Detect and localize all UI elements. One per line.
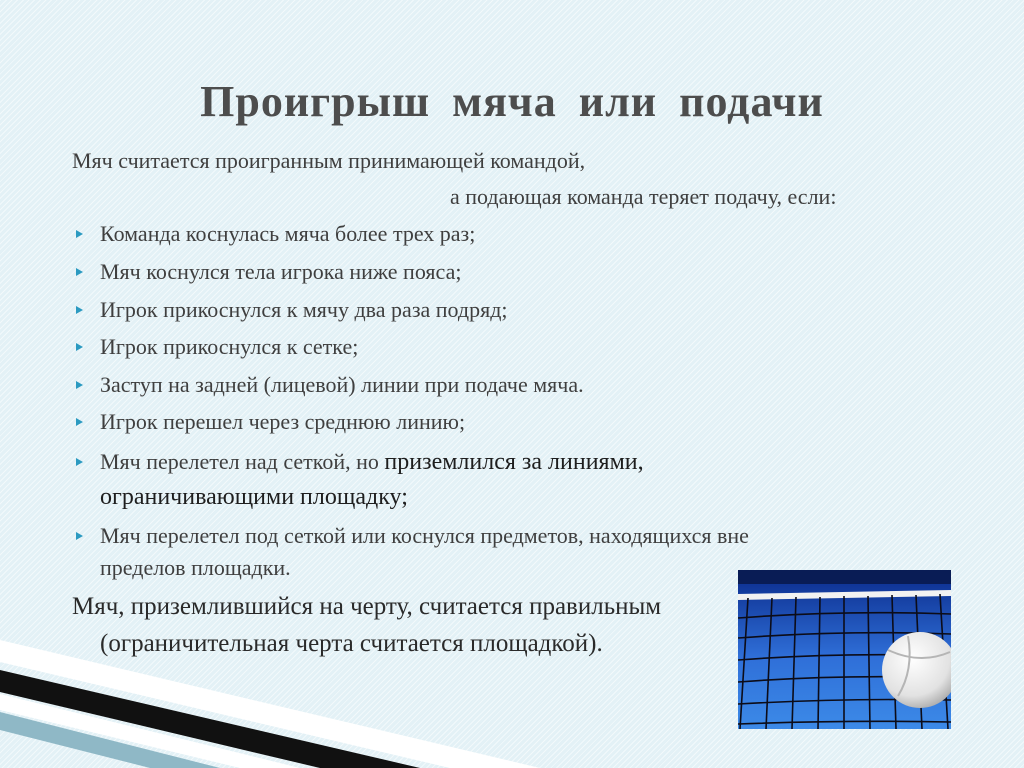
bullet-marker	[76, 230, 83, 238]
bullet-marker	[76, 306, 83, 314]
intro-line-2: а подающая команда теряет подачу, если:	[450, 184, 837, 209]
bullet-item-1: Команда коснулась мяча более трех раз;	[100, 221, 476, 246]
intro-line-1: Мяч считается проигранным принимающей командой,	[72, 148, 586, 173]
bullet-item-7-part1: Мяч перелетел над сеткой, но	[100, 449, 385, 474]
bullet-item-5: Заступ на задней (лицевой) линии при подаче мяча.	[100, 372, 584, 397]
bullet-item-2: Мяч коснулся тела игрока ниже пояса;	[100, 259, 462, 284]
bullet-item-7-line2: ограничивающими площадку;	[100, 484, 408, 510]
bullet-item-8-line2: пределов площадки.	[100, 555, 291, 580]
bullet-item-3: Игрок прикоснулся к мячу два раза подряд;	[100, 297, 508, 322]
bullet-marker	[76, 458, 83, 466]
bullet-item-7	[100, 449, 644, 475]
bullet-marker	[76, 343, 83, 351]
bullet-item-8-line1: Мяч перелетел под сеткой или коснулся предметов, находящихся вне	[100, 523, 749, 548]
footer-line-2: (ограничительная черта считается площадкой).	[100, 630, 603, 657]
bullet-marker	[76, 418, 83, 426]
bullet-marker	[76, 381, 83, 389]
footer-line-1: Мяч, приземлившийся на черту, считается правильным	[72, 593, 662, 620]
volleyball-net-photo	[738, 570, 951, 729]
bullet-item-6: Игрок перешел через среднюю линию;	[100, 409, 466, 434]
bullet-marker	[76, 268, 83, 276]
bullet-item-7-emphasis: приземлился за линиями,	[384, 449, 644, 475]
slide-title: Проигрыш мяча или подачи	[200, 77, 824, 126]
bullet-marker	[76, 532, 83, 540]
decorative-stripes	[0, 640, 540, 768]
bullet-item-4: Игрок прикоснулся к сетке;	[100, 334, 359, 359]
